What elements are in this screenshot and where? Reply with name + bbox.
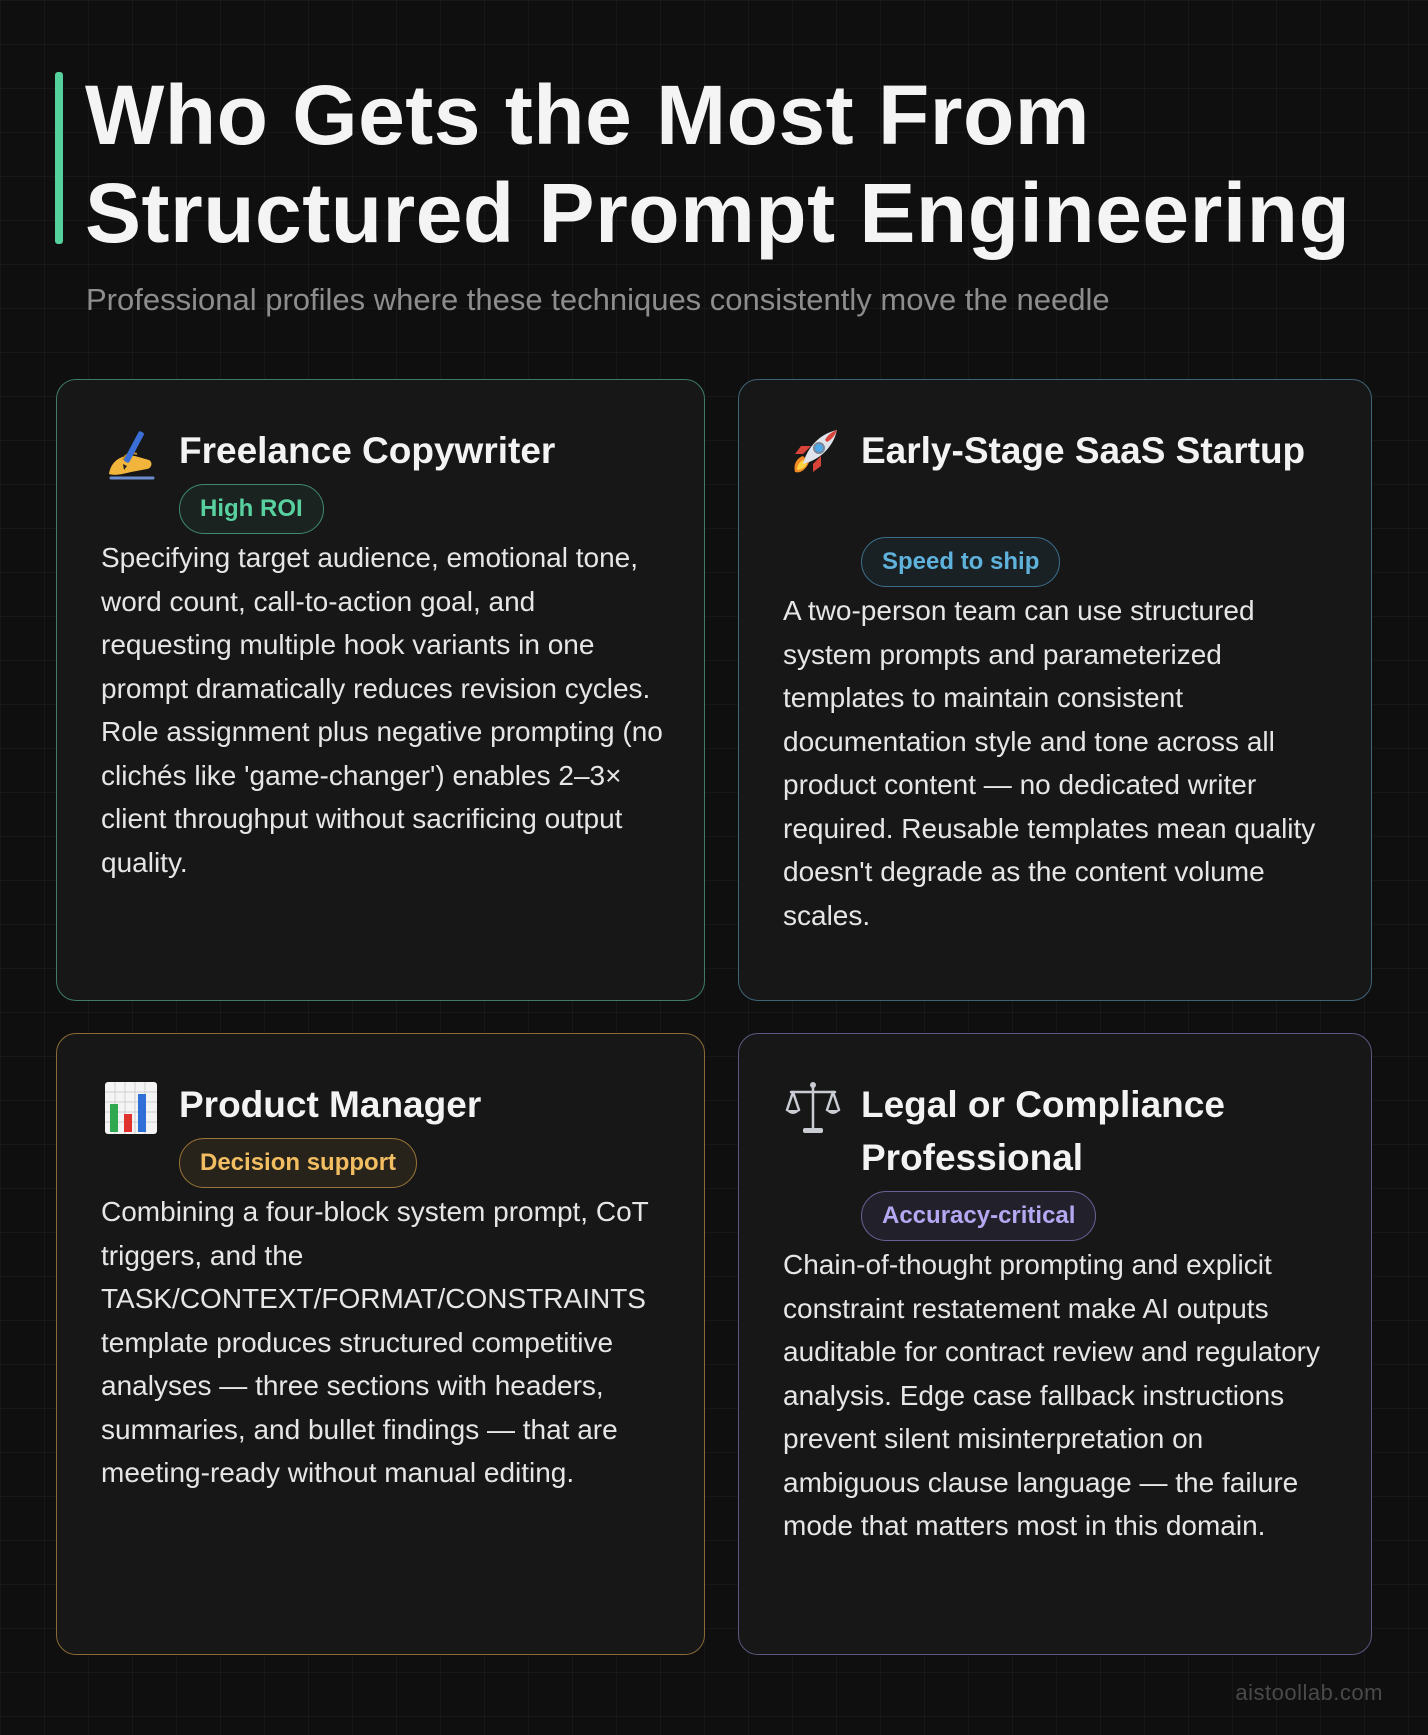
- status-badge: Speed to ship: [861, 537, 1060, 587]
- profile-card-saas-startup: [738, 379, 1372, 1001]
- status-badge: Accuracy-critical: [861, 1191, 1096, 1241]
- profile-card-product-manager: [56, 1033, 705, 1655]
- card-description: Specifying target audience, emotional tone, word count, call-to-action goal, and requesting multiple hook variants in one prompt dramatically reduces revision cycles. Role assignment plus negative prompting (no clichés like 'game-changer') enables 2–3× client throughput without sacrificing output quality.: [101, 542, 663, 878]
- card-description: Combining a four-block system prompt, CoT triggers, and the TASK/CONTEXT/FORMAT/CONSTRAINTS template produces structured competitive analyses — three sections with headers, summaries, and bullet findings — that are meeting-ready without manual editing.: [101, 1196, 649, 1488]
- status-badge: High ROI: [179, 484, 324, 534]
- balance-scale-icon: [783, 1078, 843, 1138]
- profile-card-freelance-copywriter: [56, 379, 705, 1001]
- watermark: aistoollab.com: [1235, 1680, 1383, 1705]
- writing-hand-icon: [101, 424, 161, 484]
- card-title: Product Manager: [179, 1084, 482, 1125]
- card-title: Early-Stage SaaS Startup: [861, 430, 1306, 471]
- status-badge: Decision support: [179, 1138, 417, 1188]
- profile-card-legal-compliance: [738, 1033, 1372, 1655]
- title-accent-bar: [55, 72, 63, 244]
- card-description: Chain-of-thought prompting and explicit constraint restatement make AI outputs auditable for contract review and regulatory analysis. Edge case fallback instructions prevent silent misinterpretation on ambiguous clause language — the failure mode that matters most in this domain.: [783, 1249, 1320, 1541]
- bar-chart-icon: [101, 1078, 161, 1138]
- page-subtitle: Professional profiles where these techniques consistently move the needle: [86, 282, 1110, 317]
- page-title: Who Gets the Most From Structured Prompt Engineering: [85, 68, 1351, 260]
- rocket-icon: [783, 424, 843, 484]
- card-title: Legal or Compliance Professional: [861, 1084, 1225, 1178]
- card-title: Freelance Copywriter: [179, 430, 556, 471]
- card-description: A two-person team can use structured system prompts and parameterized templates to maintain consistent documentation style and tone across all product content — no dedicated writer required. Reusable templates mean quality doesn't degrade as the content volume scales.: [783, 595, 1316, 931]
